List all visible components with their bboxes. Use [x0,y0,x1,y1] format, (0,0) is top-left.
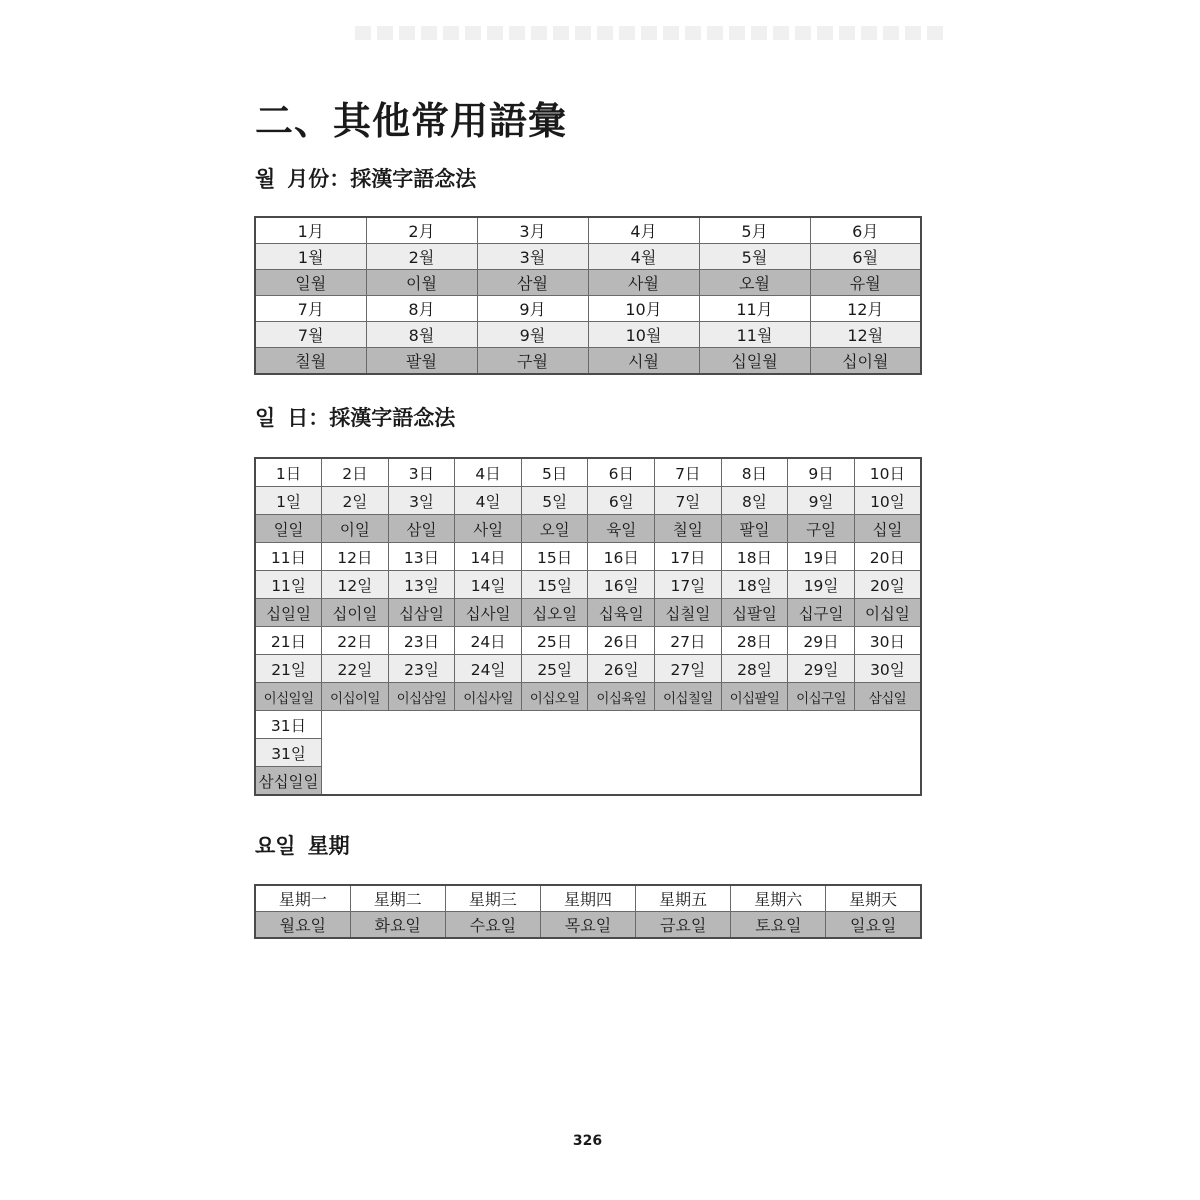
weekday-hanja-cell: 星期一 [255,885,350,912]
hanja-cell: 2月 [366,217,477,244]
number-cell: 17일 [655,571,722,599]
korean-reading-cell: 십사일 [455,599,522,627]
korean-reading-cell: 십일 [854,515,921,543]
korean-reading-cell: 십삼일 [388,599,455,627]
weekdays-section-title [255,832,350,860]
number-cell: 13일 [388,571,455,599]
weekday-korean-cell: 목요일 [540,912,635,939]
page-number: 326 [572,1133,603,1149]
number-cell: 7월 [255,322,366,348]
number-cell: 10월 [588,322,699,348]
weekday-korean-cell: 화요일 [350,912,445,939]
number-cell: 6월 [810,244,921,270]
korean-reading-cell: 육일 [588,515,655,543]
hanja-cell: 19日 [788,543,855,571]
number-cell: 19일 [788,571,855,599]
number-cell: 3월 [477,244,588,270]
table-row [255,711,921,739]
korean-reading-cell: 이일 [322,515,389,543]
number-cell: 15일 [521,571,588,599]
number-cell: 9월 [477,322,588,348]
number-cell: 24일 [455,655,522,683]
number-cell: 26일 [588,655,655,683]
number-cell: 4월 [588,244,699,270]
korean-reading-cell: 시월 [588,348,699,375]
table-row [255,458,921,487]
table-row [255,487,921,515]
weekday-hanja-cell: 星期二 [350,885,445,912]
hanja-cell: 4月 [588,217,699,244]
korean-reading-cell: 칠월 [255,348,366,375]
korean-reading-cell: 이십삼일 [388,683,455,711]
korean-reading-cell: 삼십일 [854,683,921,711]
hanja-cell: 9月 [477,296,588,322]
korean-reading-cell: 팔일 [721,515,788,543]
hanja-cell: 6日 [588,458,655,487]
days-section-label: 日：採漢字語念法 [287,406,456,430]
hanja-cell: 11日 [255,543,322,571]
page-title: 二、其他常用語彙 [255,99,568,143]
hanja-cell: 6月 [810,217,921,244]
table-row [255,348,921,375]
weekdays-table [254,884,922,939]
hanja-cell: 31日 [255,711,322,739]
korean-reading-cell: 이십오일 [521,683,588,711]
number-cell: 22일 [322,655,389,683]
table-row [255,885,921,912]
korean-reading-cell: 오월 [699,270,810,296]
hanja-cell: 27日 [655,627,722,655]
hanja-cell: 10月 [588,296,699,322]
weekday-korean-cell: 수요일 [445,912,540,939]
number-cell: 25일 [521,655,588,683]
hanja-cell: 8日 [721,458,788,487]
weekday-hanja-cell: 星期六 [731,885,826,912]
korean-reading-cell: 일일 [255,515,322,543]
hanja-cell: 22日 [322,627,389,655]
days-table [254,457,922,796]
korean-reading-cell: 십팔일 [721,599,788,627]
korean-reading-cell: 유월 [810,270,921,296]
hanja-cell: 3月 [477,217,588,244]
hanja-cell: 8月 [366,296,477,322]
hanja-cell: 1月 [255,217,366,244]
number-cell: 1일 [255,487,322,515]
number-cell: 10일 [854,487,921,515]
weekday-korean-cell: 금요일 [636,912,731,939]
weekday-korean-cell: 일요일 [826,912,921,939]
hanja-cell: 12日 [322,543,389,571]
number-cell: 31일 [255,739,322,767]
number-cell: 30일 [854,655,921,683]
korean-reading-cell: 십이월 [810,348,921,375]
hanja-cell: 20日 [854,543,921,571]
number-cell: 28일 [721,655,788,683]
table-row [255,599,921,627]
hanja-cell: 3日 [388,458,455,487]
table-row [255,543,921,571]
number-cell: 2일 [322,487,389,515]
weekday-hanja-cell: 星期五 [636,885,731,912]
number-cell: 9일 [788,487,855,515]
korean-reading-cell: 이십이일 [322,683,389,711]
table-row [255,655,921,683]
number-cell: 6일 [588,487,655,515]
number-cell: 5일 [521,487,588,515]
number-cell: 12일 [322,571,389,599]
hanja-cell: 14日 [455,543,522,571]
hanja-cell: 17日 [655,543,722,571]
korean-reading-cell: 삼십일일 [255,767,322,796]
weekday-hanja-cell: 星期四 [540,885,635,912]
hanja-cell: 1日 [255,458,322,487]
korean-reading-cell: 십칠일 [655,599,722,627]
hanja-cell: 13日 [388,543,455,571]
number-cell: 27일 [655,655,722,683]
korean-reading-cell: 삼일 [388,515,455,543]
korean-reading-cell: 사월 [588,270,699,296]
korean-reading-cell: 십구일 [788,599,855,627]
korean-reading-cell: 십일월 [699,348,810,375]
hanja-cell: 7日 [655,458,722,487]
days-section-title [255,404,455,432]
number-cell: 5월 [699,244,810,270]
number-cell: 4일 [455,487,522,515]
hanja-cell: 18日 [721,543,788,571]
korean-reading-cell: 십이일 [322,599,389,627]
hanja-cell: 23日 [388,627,455,655]
korean-reading-cell: 십일일 [255,599,322,627]
hanja-cell: 4日 [455,458,522,487]
header-decoration [355,26,945,40]
hanja-cell: 2日 [322,458,389,487]
korean-reading-cell: 이십일일 [255,683,322,711]
hanja-cell: 26日 [588,627,655,655]
table-row [255,296,921,322]
table-row [255,739,921,767]
hanja-cell: 10日 [854,458,921,487]
hanja-cell: 5月 [699,217,810,244]
number-cell: 14일 [455,571,522,599]
months-section-label: 月份：採漢字語念法 [287,167,477,191]
korean-reading-cell: 이십구일 [788,683,855,711]
months-section-korean: 월 [255,167,276,191]
table-row [255,767,921,796]
table-row [255,270,921,296]
hanja-cell: 28日 [721,627,788,655]
table-row [255,912,921,939]
number-cell: 11월 [699,322,810,348]
table-row [255,322,921,348]
hanja-cell: 5日 [521,458,588,487]
korean-reading-cell: 이십육일 [588,683,655,711]
number-cell: 11일 [255,571,322,599]
hanja-cell: 12月 [810,296,921,322]
table-row [255,683,921,711]
korean-reading-cell: 십육일 [588,599,655,627]
korean-reading-cell: 이십팔일 [721,683,788,711]
number-cell: 18일 [721,571,788,599]
table-row [255,571,921,599]
number-cell: 21일 [255,655,322,683]
hanja-cell: 7月 [255,296,366,322]
hanja-cell: 24日 [455,627,522,655]
korean-reading-cell: 이십일 [854,599,921,627]
number-cell: 20일 [854,571,921,599]
hanja-cell: 21日 [255,627,322,655]
number-cell: 1월 [255,244,366,270]
weekdays-section-korean: 요일 [255,834,296,858]
number-cell: 23일 [388,655,455,683]
korean-reading-cell: 십오일 [521,599,588,627]
korean-reading-cell: 이십사일 [455,683,522,711]
weekday-hanja-cell: 星期天 [826,885,921,912]
korean-reading-cell: 칠일 [655,515,722,543]
korean-reading-cell: 이월 [366,270,477,296]
hanja-cell: 16日 [588,543,655,571]
number-cell: 16일 [588,571,655,599]
number-cell: 3일 [388,487,455,515]
hanja-cell: 25日 [521,627,588,655]
months-table [254,216,922,375]
korean-reading-cell: 구일 [788,515,855,543]
korean-reading-cell: 팔월 [366,348,477,375]
weekday-hanja-cell: 星期三 [445,885,540,912]
korean-reading-cell: 삼월 [477,270,588,296]
hanja-cell: 9日 [788,458,855,487]
korean-reading-cell: 구월 [477,348,588,375]
weekday-korean-cell: 월요일 [255,912,350,939]
number-cell: 7일 [655,487,722,515]
hanja-cell: 30日 [854,627,921,655]
table-row [255,515,921,543]
hanja-cell: 29日 [788,627,855,655]
weekdays-section-label: 星期 [307,834,350,858]
months-section-title [255,165,476,193]
number-cell: 12월 [810,322,921,348]
days-section-korean: 일 [255,406,276,430]
korean-reading-cell: 이십칠일 [655,683,722,711]
hanja-cell: 11月 [699,296,810,322]
number-cell: 8일 [721,487,788,515]
korean-reading-cell: 일월 [255,270,366,296]
korean-reading-cell: 오일 [521,515,588,543]
korean-reading-cell: 사일 [455,515,522,543]
table-row [255,244,921,270]
number-cell: 2월 [366,244,477,270]
hanja-cell: 15日 [521,543,588,571]
table-row [255,217,921,244]
number-cell: 8월 [366,322,477,348]
table-row [255,627,921,655]
number-cell: 29일 [788,655,855,683]
weekday-korean-cell: 토요일 [731,912,826,939]
